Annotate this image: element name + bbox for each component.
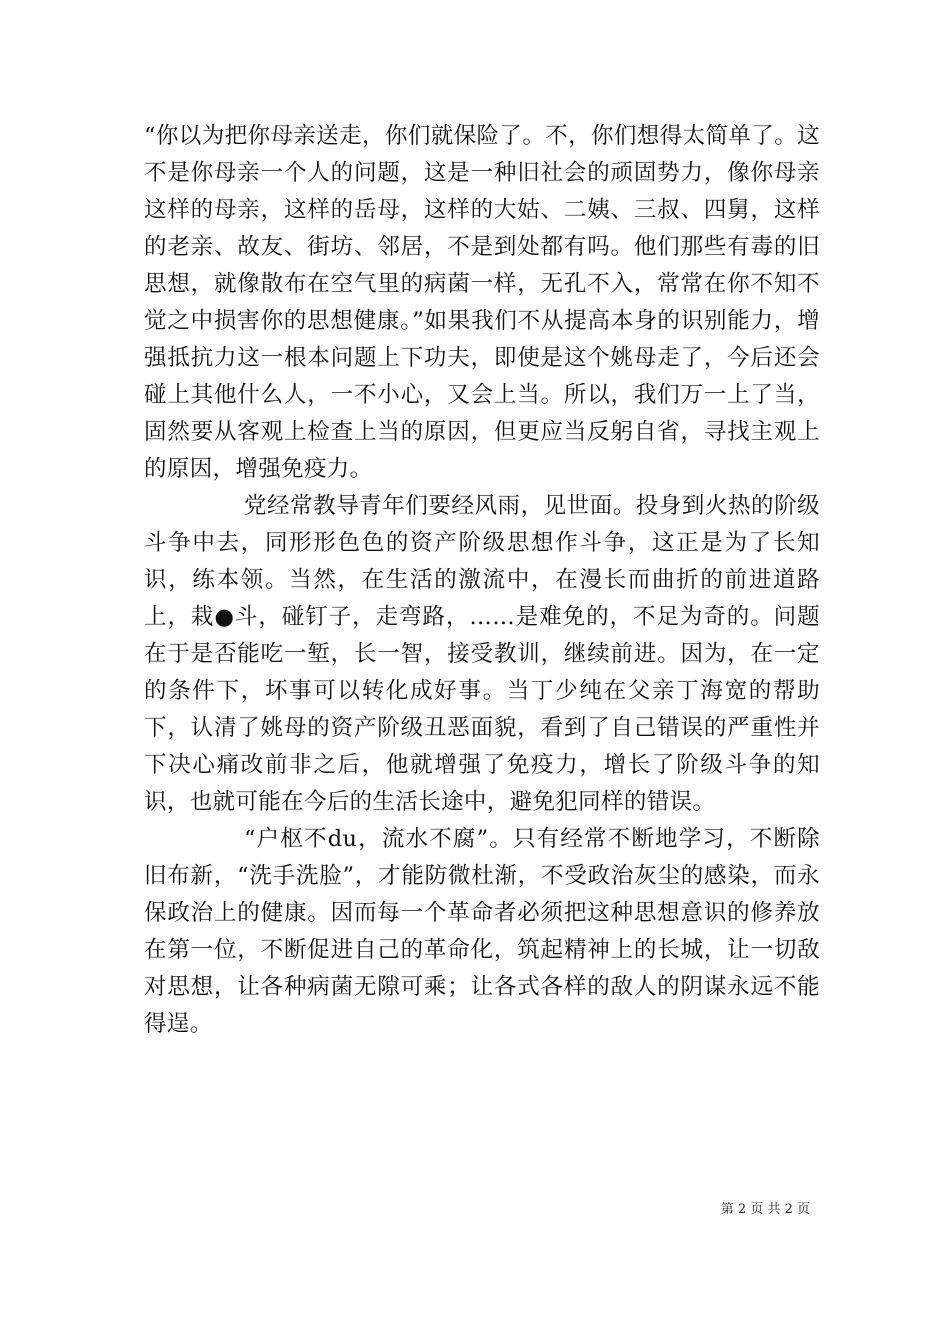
page-number-footer: 第 2 页 共 2 页 bbox=[720, 1202, 810, 1217]
paragraph-2: 党经常教导青年们要经风雨，见世面。投身到火热的阶级斗争中去，同形形色色的资产阶级思想作斗争，这正是为了长知识，练本领。当然，在生活的激流中，在漫长而曲折的前进道路上，栽●斗，碰钉子，走弯路，……是难免的，不足为奇的。问题在于是否能吃一堑，长一智，接受教训，继续前进。因为，在一定的条件下，坏事可以转化成好事。当丁少纯在父亲丁海宽的帮助下，认清了姚母的资产阶级丑恶面貌，看到了自己错误的严重性并下决心痛改前非之后，他就增强了免疫力，增长了阶级斗争的知识，也就可能在今后的生活长途中，避免犯同样的错误。 bbox=[144, 493, 820, 815]
paragraph-3: “户枢不du，流水不腐”。只有经常不断地学习，不断除旧布新，“洗手洗脸”，才能防微杜渐，不受政治灰尘的感染，而永保政治上的健康。因而每一个革命者必须把这种思想意识的修养放在第一位，不断促进自己的革命化，筑起精神上的长城，让一切敌对思想，让各种病菌无隙可乘；让各式各样的敌人的阴谋永远不能得逞。 bbox=[144, 826, 820, 1037]
document-body bbox=[144, 118, 820, 1043]
paragraph-1: “你以为把你母亲送走，你们就保险了。不，你们想得太简单了。这不是你母亲一个人的问题，这是一种旧社会的顽固势力，像你母亲这样的母亲，这样的岳母，这样的大姑、二姨、三叔、四舅，这样的老亲、故友、街坊、邻居，不是到处都有吗。他们那些有毒的旧思想，就像散布在空气里的病菌一样，无孔不入，常常在你不知不觉之中损害你的思想健康。”如果我们不从提高本身的识别能力，增强抵抗力这一根本问题上下功夫，即使是这个姚母走了，今后还会碰上其他什么人，一不小心，又会上当。所以，我们万一上了当，固然要从客观上检查上当的原因，但更应当反躬自省，寻找主观上的原因，增强免疫力。 bbox=[144, 123, 820, 482]
